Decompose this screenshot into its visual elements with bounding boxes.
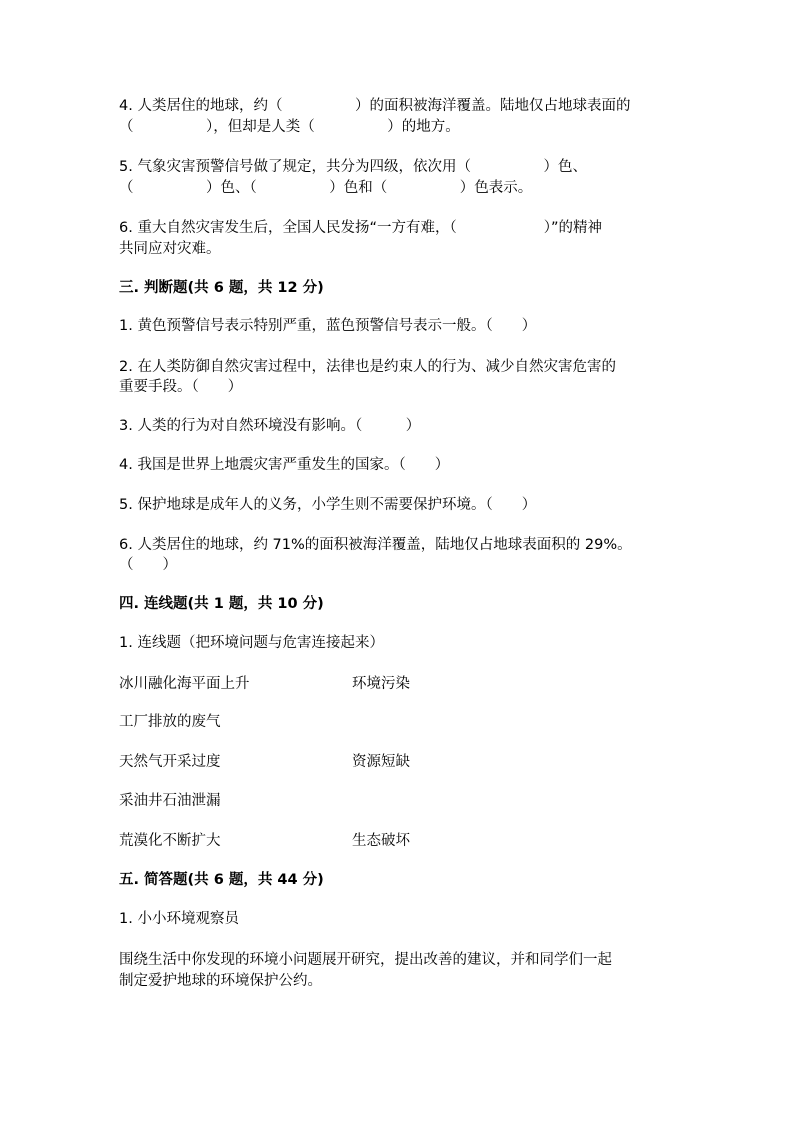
match-right-item: 生态破坏 — [352, 833, 410, 849]
q6-text-line2: 共同应对灾难。 — [119, 241, 221, 257]
match-right-item: 资源短缺 — [352, 754, 410, 770]
match-left-item: 天然气开采过度 — [119, 754, 221, 770]
judge-q1: 1. 黄色预警信号表示特别严重，蓝色预警信号表示一般。（ ） — [119, 318, 537, 334]
judge-q6-line2: （ ） — [119, 557, 177, 573]
match-left-item: 冰川融化海平面上升 — [119, 676, 250, 692]
match-right-item: 环境污染 — [352, 676, 410, 692]
judge-q4: 4. 我国是世界上地震灾害严重发生的国家。（ ） — [119, 457, 450, 473]
q4-text-line2: （ ），但却是人类（ ）的地方。 — [119, 119, 460, 135]
section-4-heading: 四. 连线题(共 1 题，共 10 分) — [119, 596, 324, 612]
q4-text-line1: 4. 人类居住的地球，约（ ）的面积被海洋覆盖。陆地仅占地球表面的 — [119, 98, 631, 114]
short-answer-q1-title: 1. 小小环境观察员 — [119, 911, 239, 927]
section-5-heading: 五. 简答题(共 6 题，共 44 分) — [119, 872, 324, 888]
q5-text-line2: （ ）色、（ ）色和（ ）色表示。 — [119, 180, 533, 196]
judge-q2-line1: 2. 在人类防御自然灾害过程中，法律也是约束人的行为、减少自然灾害危害的 — [119, 359, 616, 375]
short-answer-q1-body-line2: 制定爱护地球的环境保护公约。 — [119, 973, 322, 989]
judge-q6-line1: 6. 人类居住的地球，约 71%的面积被海洋覆盖，陆地仅占地球表面积的 29%。 — [119, 537, 632, 553]
q5-text-line1: 5. 气象灾害预警信号做了规定，共分为四级，依次用（ ）色、 — [119, 159, 587, 175]
section-3-heading: 三. 判断题(共 6 题，共 12 分) — [119, 280, 324, 296]
short-answer-q1-body-line1: 围绕生活中你发现的环境小问题展开研究，提出改善的建议，并和同学们一起 — [119, 952, 612, 968]
judge-q3: 3. 人类的行为对自然环境没有影响。（ ） — [119, 418, 421, 434]
match-left-item: 荒漠化不断扩大 — [119, 833, 221, 849]
judge-q5: 5. 保护地球是成年人的义务，小学生则不需要保护环境。（ ） — [119, 497, 537, 513]
judge-q2-line2: 重要手段。（ ） — [119, 379, 243, 395]
match-q1: 1. 连线题（把环境问题与危害连接起来） — [119, 635, 384, 651]
match-left-item: 工厂排放的废气 — [119, 714, 221, 730]
q6-text-line1: 6. 重大自然灾害发生后，全国人民发扬“一方有难，（ ）”的精神 — [119, 220, 602, 236]
match-left-item: 采油井石油泄漏 — [119, 793, 221, 809]
